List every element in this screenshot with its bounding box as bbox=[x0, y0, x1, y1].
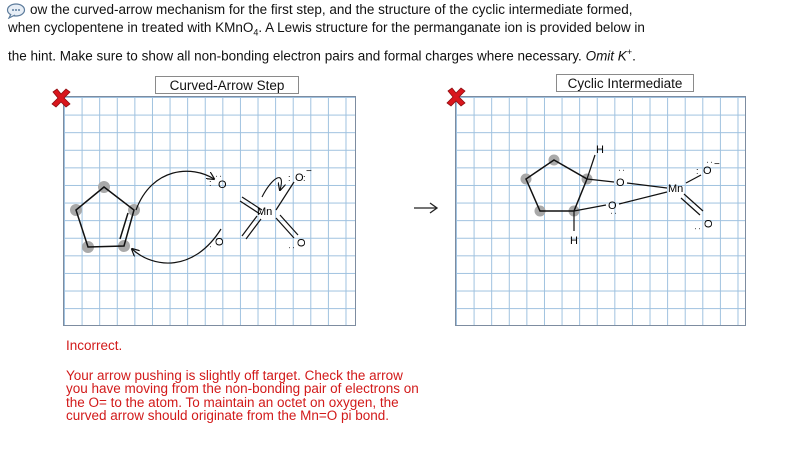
oxygen-atom: O bbox=[616, 177, 625, 189]
oxygen-atom: O bbox=[295, 172, 304, 184]
intermediate-drawing bbox=[456, 97, 747, 327]
feedback-status: Incorrect. bbox=[66, 338, 123, 353]
right-arrow-icon bbox=[413, 201, 439, 215]
speech-bubble-icon[interactable] bbox=[6, 3, 28, 19]
bond bbox=[242, 216, 257, 236]
question-text: when cyclopentene in treated with KMnO bbox=[8, 20, 254, 35]
bond bbox=[574, 205, 606, 211]
superscript: + bbox=[626, 47, 633, 57]
question-text: the hint. Make sure to show all non-bonding electron pairs and formal charges where necessary. bbox=[8, 48, 586, 64]
manganate-ester[interactable] bbox=[574, 159, 720, 230]
bond bbox=[686, 175, 701, 183]
cyclic-intermediate-title: Cyclic Intermediate bbox=[556, 74, 694, 92]
subscript: 4 bbox=[253, 27, 259, 38]
x-mark-icon bbox=[50, 87, 72, 109]
lone-pair: : bbox=[609, 212, 619, 215]
ring-bonds bbox=[76, 187, 134, 247]
manganese-atom: Mn bbox=[668, 183, 684, 195]
cyclopentene[interactable] bbox=[70, 181, 140, 253]
question-text: ow the curved-arrow mechanism for the first step, and the structure of the cyclic intermediate formed, bbox=[30, 2, 633, 17]
x-mark-icon bbox=[445, 86, 467, 108]
lone-pair: : bbox=[209, 178, 212, 188]
lone-pair: : bbox=[286, 246, 296, 249]
cyclic-intermediate-canvas[interactable] bbox=[455, 96, 746, 326]
curved-arrow-oxygen-to-carbon[interactable] bbox=[132, 229, 221, 263]
hydrogen-atom: H bbox=[570, 235, 578, 247]
oxygen-atom: O bbox=[214, 237, 226, 246]
oxygen-atom: O bbox=[703, 219, 715, 228]
bond bbox=[619, 192, 667, 204]
cyclopentane-ring[interactable] bbox=[521, 144, 605, 247]
lone-pair: : bbox=[617, 169, 627, 172]
bond bbox=[276, 182, 294, 210]
oxygen-atom: O bbox=[296, 238, 308, 247]
lone-pair: : bbox=[288, 173, 291, 183]
ring-bonds bbox=[526, 160, 587, 211]
omit-ion-text: Omit K bbox=[585, 48, 627, 64]
bond bbox=[246, 219, 261, 239]
permanganate-ion[interactable] bbox=[203, 166, 312, 249]
manganese-atom: Mn bbox=[257, 206, 273, 218]
lone-pair: : bbox=[692, 227, 702, 230]
curved-arrow-step-canvas[interactable] bbox=[63, 96, 356, 326]
mechanism-drawing bbox=[64, 97, 357, 327]
hydrogen-atom: H bbox=[596, 144, 604, 156]
lone-pair: : bbox=[203, 245, 213, 248]
question-line-3 bbox=[8, 47, 636, 64]
oxygen-atom: O bbox=[608, 200, 617, 212]
curved-arrow-mn-oxygen[interactable] bbox=[262, 178, 281, 197]
question-line-1 bbox=[30, 2, 633, 17]
question-text: . A Lewis structure for the permanganate ion is provided below in bbox=[258, 20, 645, 35]
lone-pair: : bbox=[214, 175, 224, 178]
feedback-message: Your arrow pushing is slightly off target. Check the arrow you have moving from the non-bonding pair of electrons on the O= to the atom. To maintain an octet on oxygen, the curved arrow should originate from the Mn=O pi bond. bbox=[66, 368, 419, 423]
lone-pair: : bbox=[705, 161, 715, 164]
oxygen-atom: O bbox=[703, 165, 712, 177]
curved-arrow-alkene-to-oxygen[interactable] bbox=[136, 171, 214, 210]
question-text: . bbox=[632, 48, 636, 64]
lone-pair: : bbox=[303, 173, 306, 183]
question-line-2 bbox=[8, 20, 645, 38]
negative-charge: − bbox=[714, 159, 720, 170]
oxygen-atom: O bbox=[218, 179, 227, 191]
lone-pair: : bbox=[696, 166, 699, 176]
bond bbox=[627, 183, 667, 188]
negative-charge: − bbox=[306, 166, 312, 177]
curved-arrow-step-title: Curved-Arrow Step bbox=[155, 76, 299, 94]
